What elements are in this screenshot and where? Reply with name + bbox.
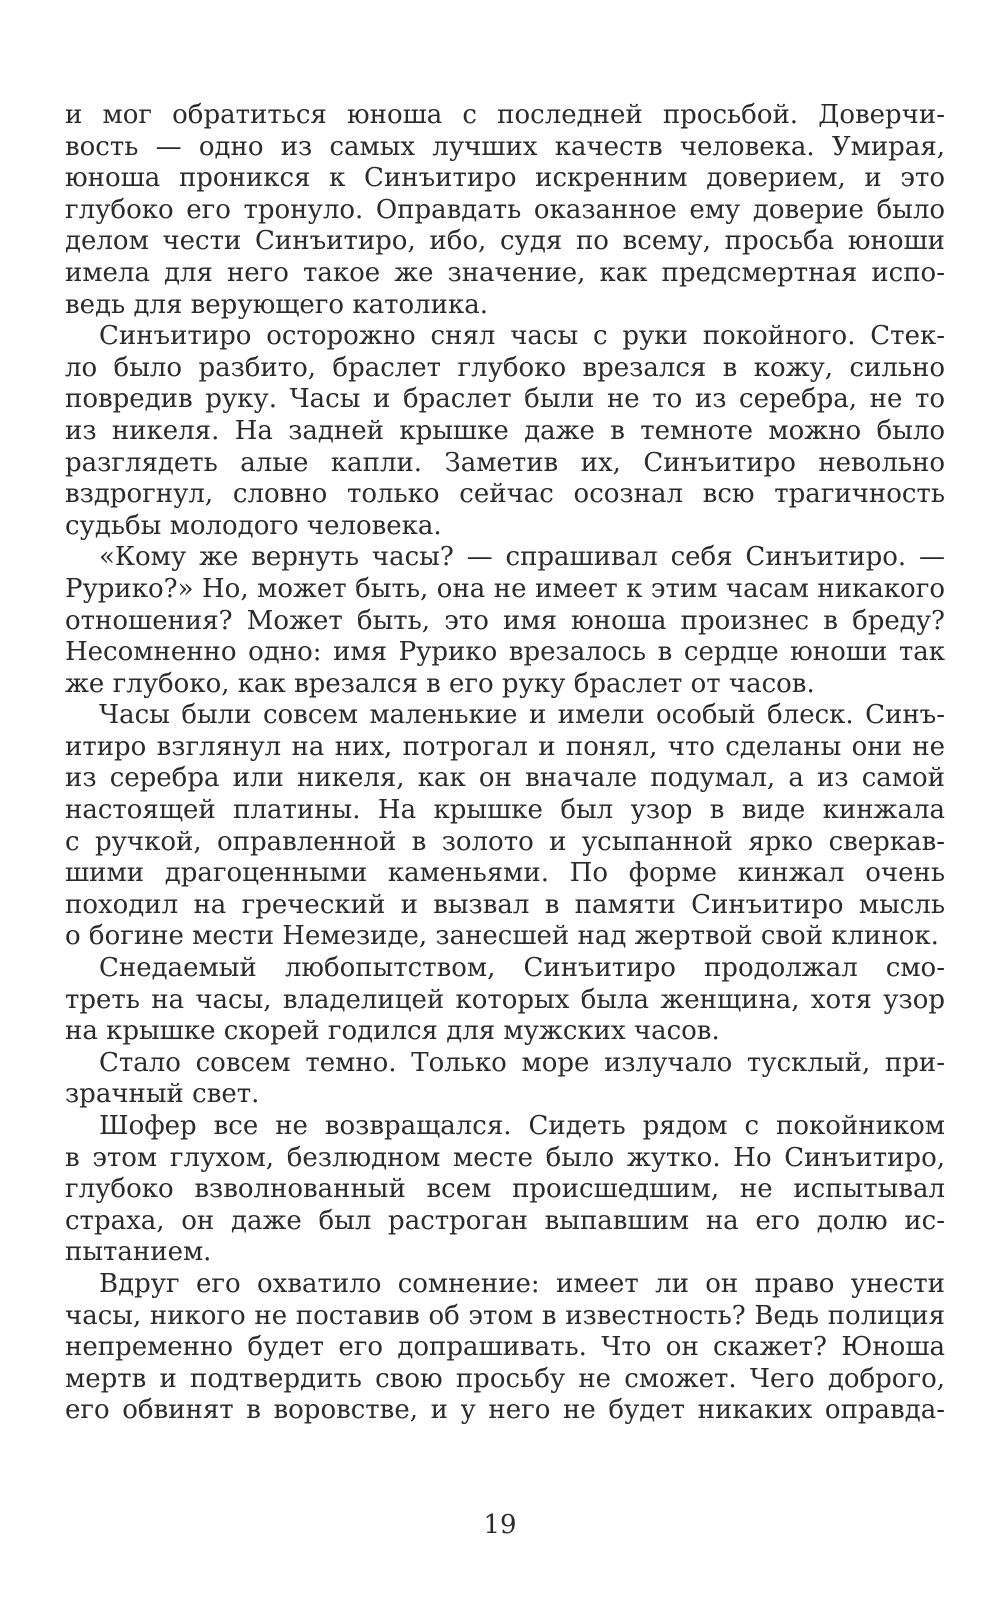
text-line: отношения? Может быть, это имя юноша произнес в бреду? (65, 605, 945, 636)
text-line: из никеля. На задней крышке даже в темноте можно было (65, 415, 945, 446)
paragraph (65, 1048, 945, 1111)
text-line: Шофер все не возвращался. Сидеть рядом с покойником (99, 1111, 945, 1141)
text-line: настоящей платины. На крышке был узор в виде кинжала (65, 795, 945, 826)
text-line: вость — одно из самых лучших качеств человека. Умирая, (65, 131, 945, 162)
text-line: Синъитиро осторожно снял часы с руки покойного. Стек- (99, 321, 945, 352)
text-line: ведь для верующего католика. (65, 289, 488, 320)
text-line: Часы были совсем маленькие и имели особый блеск. Синъ- (99, 700, 945, 731)
page-number: 19 (483, 1510, 517, 1540)
text-line: «Кому же вернуть часы? — спрашивал себя Синъитиро. — (99, 542, 945, 573)
paragraph (65, 1111, 945, 1269)
paragraph (65, 700, 945, 953)
text-line: непременно будет его допрашивать. Что он скажет? Юноша (65, 1332, 945, 1363)
text-line: имела для него такое же значение, как предсмертная испо- (65, 257, 945, 288)
text-line: Несомненно одно: имя Рурико врезалось в сердце юноши так (65, 637, 945, 668)
text-line: же глубоко, как врезался в его руку браслет от часов. (65, 668, 815, 699)
text-line: разглядеть алые капли. Заметив их, Синъитиро невольно (65, 447, 945, 478)
paragraph (65, 953, 945, 1048)
text-line: шими драгоценными каменьями. По форме кинжал очень (65, 858, 945, 889)
text-line: глубоко его тронуло. Оправдать оказанное ему доверие было (65, 194, 945, 225)
text-line: зрачный свет. (65, 1079, 260, 1110)
text-line: ло было разбито, браслет глубоко врезался в кожу, сильно (65, 352, 945, 383)
text-line: итиро взглянул на них, потрогал и понял, что сделаны они не (65, 731, 945, 762)
text-line: глубоко взволнованный всем происшедшим, не испытывал (65, 1174, 945, 1205)
text-line: Стало совсем темно. Только море излучало тусклый, при- (99, 1047, 945, 1078)
text-line: и мог обратиться юноша с последней просьбой. Доверчи- (65, 100, 945, 130)
text-line: его обвинят в воровстве, и у него не будет никаких оправда- (65, 1395, 945, 1426)
text-line: Вдруг его охватило сомнение: имеет ли он право унести (99, 1268, 945, 1299)
text-line: вздрогнул, словно только сейчас осознал всю трагичность (65, 479, 945, 510)
text-line: на крышке скорей годился для мужских часов. (65, 1016, 720, 1047)
text-line: пытанием. (65, 1237, 212, 1268)
text-line: мертв и подтвердить свою просьбу не сможет. Чего доброго, (65, 1363, 945, 1394)
text-line: о богине мести Немезиде, занесшей над жертвой свой клинок. (65, 921, 939, 952)
text-line: делом чести Синъитиро, ибо, судя по всему, просьба юноши (65, 226, 945, 257)
paragraph (65, 542, 945, 700)
text-line: из серебра или никеля, как он вначале подумал, а из самой (65, 763, 945, 794)
text-line: походил на греческий и вызвал в памяти Синъитиро мысль (65, 889, 945, 920)
text-line: судьбы молодого человека. (65, 510, 442, 541)
paragraph (65, 321, 945, 542)
body-text (65, 100, 945, 1427)
text-line: часы, никого не поставив об этом в известность? Ведь полиция (65, 1300, 945, 1331)
text-line: Рурико?» Но, может быть, она не имеет к этим часам никакого (65, 573, 945, 604)
paragraph (65, 100, 945, 321)
text-line: с ручкой, оправленной в золото и усыпанной ярко сверкав- (65, 826, 945, 857)
text-line: страха, он даже был растроган выпавшим на его долю ис- (65, 1205, 945, 1236)
text-line: Снедаемый любопытством, Синъитиро продолжал смо- (99, 953, 945, 984)
text-line: треть на часы, владелицей которых была женщина, хотя узор (65, 984, 945, 1015)
text-line: повредив руку. Часы и браслет были не то из серебра, не то (65, 384, 945, 415)
paragraph (65, 1269, 945, 1427)
text-line: в этом глухом, безлюдном месте было жутко. Но Синъитиро, (65, 1142, 945, 1173)
text-line: юноша проникся к Синъитиро искренним доверием, и это (65, 163, 945, 194)
